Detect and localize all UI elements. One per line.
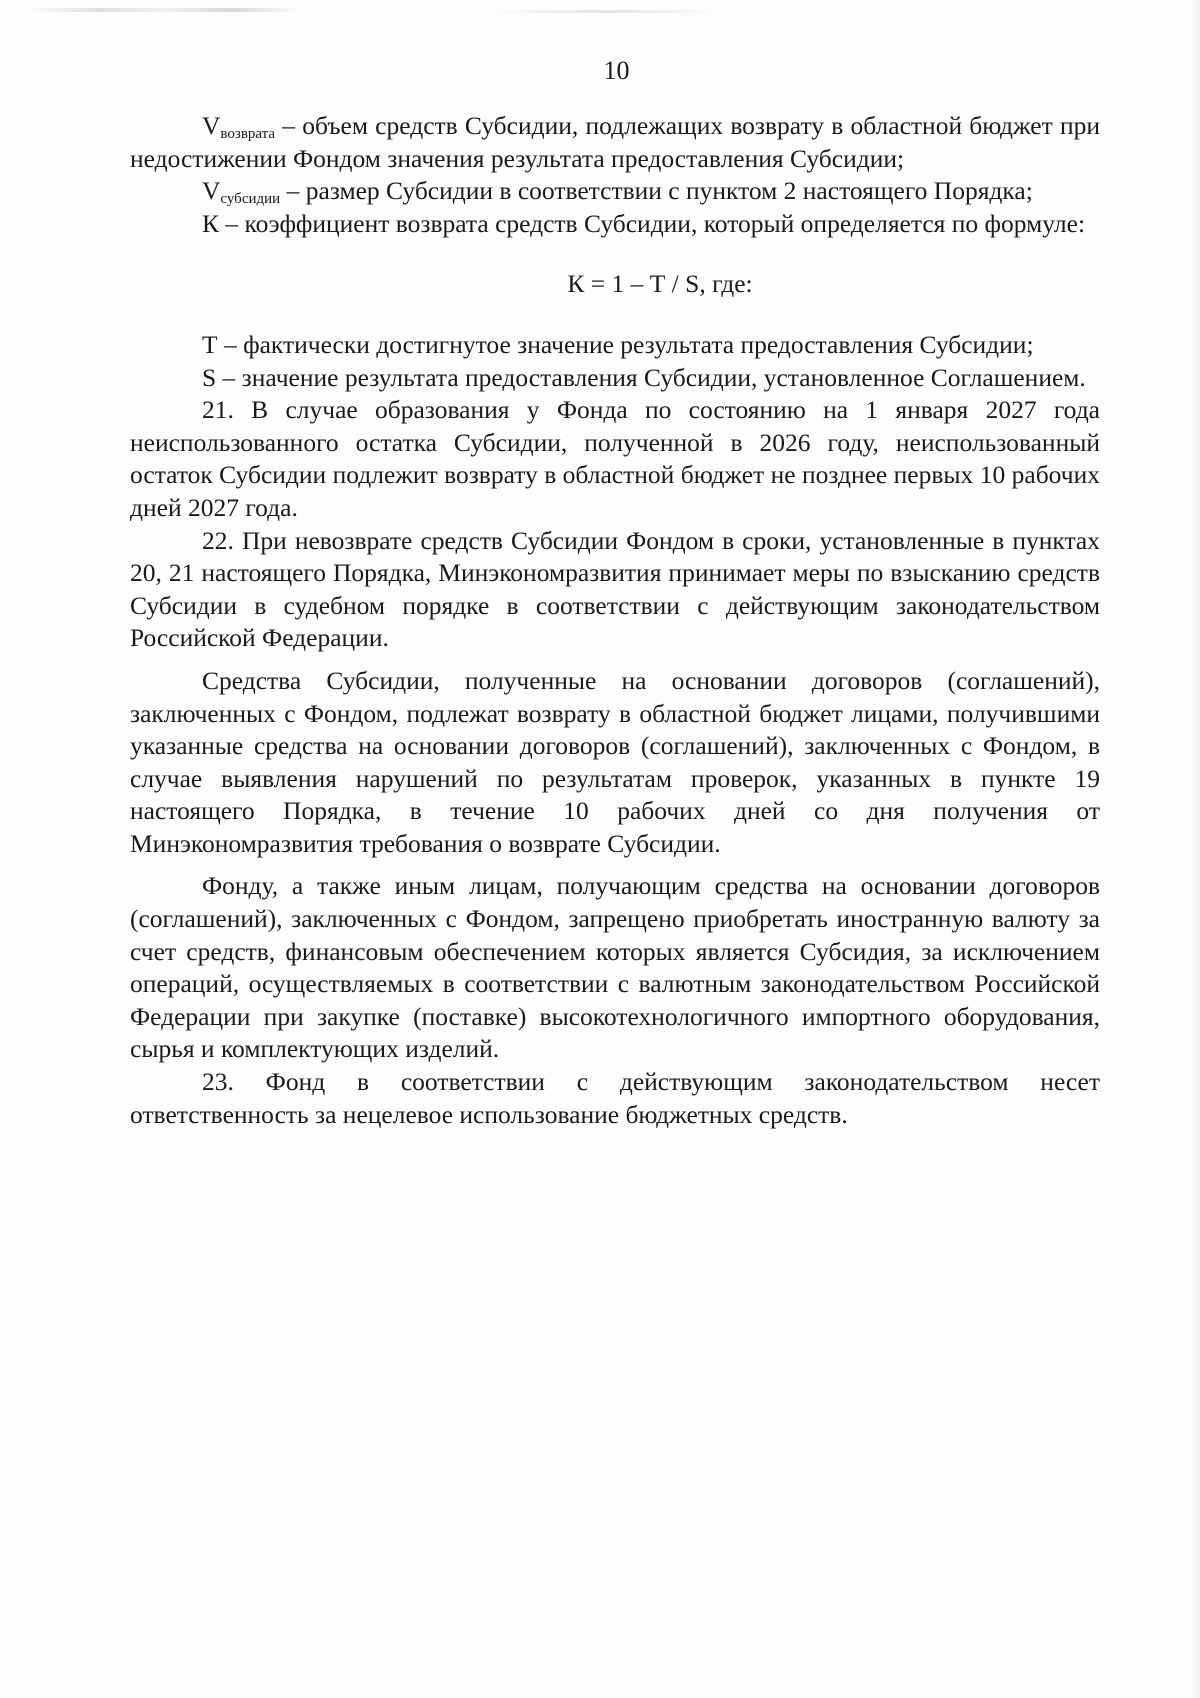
paragraph-23: 23. Фонд в соответствии с действующим законодательством несет ответственность за нецелевое использование бюджетных средств.: [130, 1067, 1100, 1129]
v-return-subscript: возврата: [220, 126, 276, 142]
paragraph-22-currency: Фонду, а также иным лицам, получающим средства на основании договоров (соглашений), заключенных с Фондом, запрещено приобретать иностранную валюту за счет средств, финансовым обеспечением которых является Субсидия, за исключением операций, осуществляемых в соответствии с валютным законодательством Российской Федерации при закупке (поставке) высокотехнологичного импортного оборудования, сырья и комплектующих изделий.: [130, 871, 1100, 1064]
paragraph-t-definition: Т – фактически достигнутое значение результата предоставления Субсидии;: [202, 329, 1034, 359]
formula: К = 1 – Т / S, где:: [567, 269, 753, 299]
scan-artifact: [490, 10, 720, 13]
document-body: [130, 110, 1100, 1131]
scan-artifact: [30, 8, 300, 12]
scan-edge-shadow: [1192, 0, 1200, 1698]
v-subsidy-symbol: V: [202, 176, 221, 206]
paragraph-22-funds-return: Средства Субсидии, полученные на основании договоров (соглашений), заключенных с Фондом, подлежат возврату в областной бюджет лицами, получившими указанные средства на основании договоров (соглашений), заключенных с Фондом, в случае выявления нарушений по результатам проверок, указанных в пункте 19 настоящего Порядка, в течение 10 рабочих дней со дня получения от Минэкономразвития требования о возврате Субсидии.: [130, 665, 1100, 858]
v-subsidy-subscript: субсидии: [220, 191, 281, 208]
v-return-symbol: V: [202, 111, 221, 140]
v-return-definition: – объем средств Субсидии, подлежащих возврату в областной бюджет при недостижении Фондом значения результата предоставления Субсидии;: [130, 111, 1100, 173]
paragraph-21: 21. В случае образования у Фонда по состоянию на 1 января 2027 года неиспользованного остатка Субсидии, полученной в 2026 году, неиспользованный остаток Субсидии подлежит возврату в областной бюджет не позднее первых 10 рабочих дней 2027 года.: [130, 395, 1100, 522]
paragraph-v-return: [130, 110, 1100, 175]
paragraph-k-coefficient: К – коэффициент возврата средств Субсидии, который определяется по формуле:: [202, 208, 1086, 238]
paragraph-gap: [130, 860, 1100, 870]
paragraph-v-subsidy: [130, 175, 1100, 208]
paragraph-gap: [130, 655, 1100, 665]
paragraph-22: 22. При невозврате средств Субсидии Фондом в сроки, установленные в пунктах 20, 21 настоящего Порядка, Минэкономразвития принимает меры по взысканию средств Субсидии в судебном порядке в соответствии с действующим законодательством Российской Федерации.: [130, 525, 1100, 653]
v-subsidy-definition: – размер Субсидии в соответствии с пунктом 2 настоящего Порядка;: [280, 176, 1033, 206]
page-number: 10: [603, 56, 630, 85]
paragraph-s-definition: S – значение результата предоставления Субсидии, установленное Соглашением.: [202, 362, 1086, 392]
